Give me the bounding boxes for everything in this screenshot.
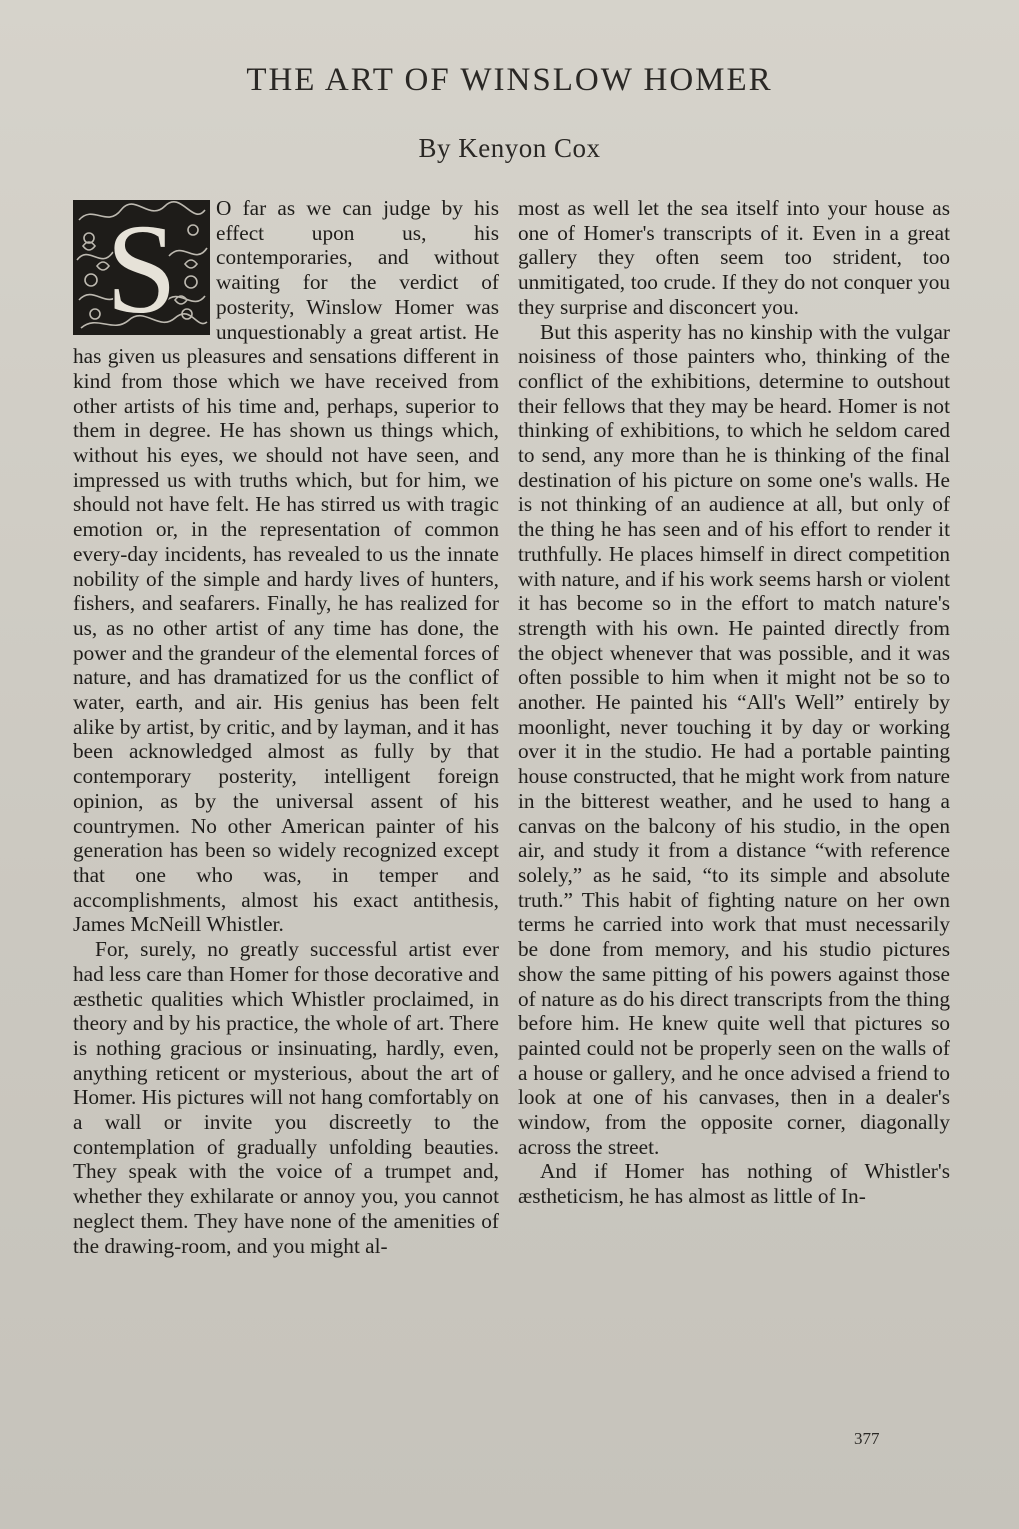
right-column [518, 196, 950, 1209]
ornamental-initial-icon [73, 200, 210, 335]
paragraph-2-continued: most as well let the sea itself into your house as one of Homer's transcripts of it. Even in a great gallery they often seem too strident, too unmitigated, too crude. If they do not conquer you they surprise and disconcert you. [518, 196, 950, 319]
dropcap-ornament [73, 200, 210, 335]
left-column [73, 196, 499, 1258]
article-title: THE ART OF WINSLOW HOMER [246, 62, 773, 98]
paragraph-2: For, surely, no greatly successful artist ever had less care than Homer for those decorative and æsthetic qualities which Whistler proclaimed, in theory and by his practice, the whole of art. There is nothing gracious or insinuating, hardly, even, anything reticent or mysterious, about the art of Homer. His pictures will not hang comfortably on a wall or invite you discreetly to the contemplation of gradually unfolding beauties. They speak with the voice of a trumpet and, whether they exhilarate or annoy you, you cannot neglect them. They have none of the amenities of the drawing-room, and you might al- [73, 937, 499, 1258]
paragraph-4: And if Homer has nothing of Whistler's æstheticism, he has almost as little of In- [518, 1159, 950, 1209]
article-byline: By Kenyon Cox [418, 133, 601, 163]
dropcap-letter: S [105, 200, 178, 335]
page-number: 377 [854, 1429, 880, 1448]
paragraph-1: O far as we can judge by his effect upon us, his contemporaries, and without waiting for the verdict of posterity, Winslow Homer was unquestionably a great artist. He has given us pleasures and sensations different in kind from those which we have received from other artists of his time and, perhaps, superior to them in degree. He has shown us things which, without his eyes, we should not have seen, and impressed us with truths which, but for him, we should not have felt. He has stirred us with tragic emotion or, in the representation of common every-day incidents, has revealed to us the innate nobility of the simple and hardy lives of hunters, fishers, and seafarers. Finally, he has realized for us, as no other artist of any time has done, the power and the grandeur of the elemental forces of nature, and has dramatized for us the conflict of water, earth, and air. His genius has been felt alike by artist, by critic, and by layman, and it has been acknowledged almost as fully by that contemporary posterity, intelligent foreign opinion, as by the universal assent of his countrymen. No other American painter of his generation has been so widely recognized except that one who was, in temper and accomplishments, almost his exact antithesis, James McNeill Whistler. [73, 196, 499, 937]
paragraph-3: But this asperity has no kinship with the vulgar noisiness of those painters who, thinking of the conflict of the exhibitions, determine to outshout their fellows that they may be heard. Homer is not thinking of exhibitions, to which he seldom cared to send, any more than he is thinking of the final destination of his picture on some one's walls. He is not thinking of an audience at all, but only of the thing he has seen and of his effort to render it truthfully. He places himself in direct competition with nature, and if his work seems harsh or violent it has become so in the effort to match nature's strength with his own. He painted directly from the object whenever that was possible, and it was often possible to him when it might not be so to another. He painted his “All's Well” entirely by moonlight, never touching it by day or working over it in the studio. He had a portable painting house constructed, that he might work from nature in the bitterest weather, and he used to hang a canvas on the balcony of his studio, in the open air, and study it from a distance “with reference solely,” as he said, “to its simple and absolute truth.” This habit of fighting nature on her own terms he carried into work that must necessarily be done from memory, and his studio pictures show the same pitting of his powers against those of nature as do his direct transcripts from the thing before him. He knew quite well that pictures so painted could not be properly seen on the walls of a house or gallery, and he once advised a friend to look at one of his canvases, then in a dealer's window, from the opposite corner, diagonally across the street. [518, 319, 950, 1159]
